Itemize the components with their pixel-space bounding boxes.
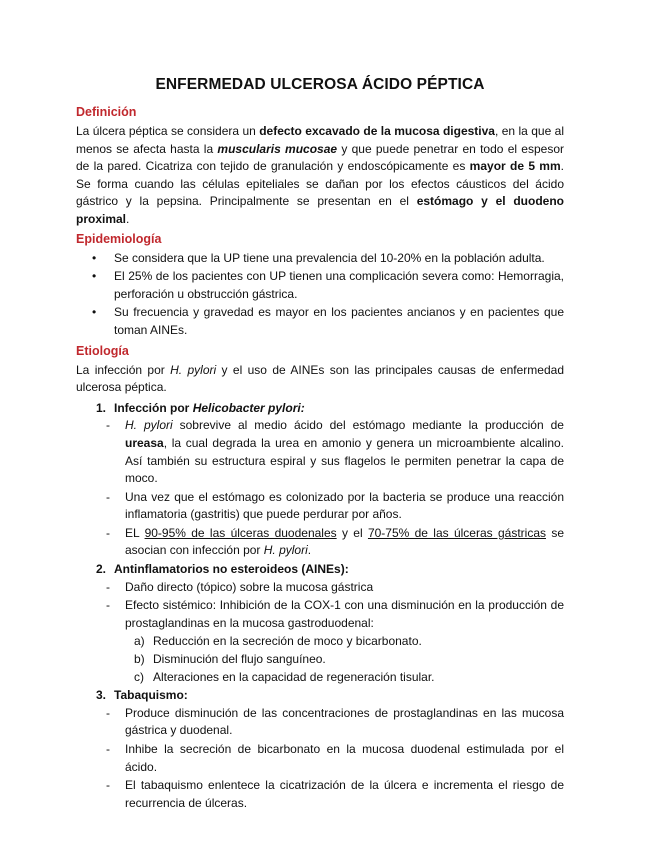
list-item: • El 25% de los pacientes con UP tienen una complicación severa como: Hemorragia, perforación u obstrucción gástrica. bbox=[76, 268, 564, 303]
list-item: - H. pylori sobrevive al medio ácido del estómago mediante la producción de ureasa, la cual degrada la urea en amonio y genera un microambiente alcalino. Así también su estructura espiral y sus flagelos le permiten penetrar la capa de moco. bbox=[76, 417, 564, 487]
section-heading-definicion: Definición bbox=[76, 105, 137, 119]
aines-list bbox=[76, 579, 564, 633]
sublist-item: c) Alteraciones en la capacidad de regeneración tisular. bbox=[134, 669, 435, 684]
list-item: - Daño directo (tópico) sobre la mucosa gástrica bbox=[76, 579, 564, 597]
list-item: - EL 90-95% de las úlceras duodenales y el 70-75% de las úlceras gástricas se asocian con infección por H. pylori. bbox=[76, 525, 564, 560]
sublist-item: b) Disminución del flujo sanguíneo. bbox=[134, 652, 326, 667]
etiologia-intro: La infección por H. pylori y el uso de AINEs son las principales causas de enfermedad ulcerosa péptica. bbox=[76, 362, 564, 395]
sublist-item: a) Reducción en la secreción de moco y bicarbonato. bbox=[134, 634, 422, 649]
aines-sublist bbox=[76, 633, 564, 686]
list-item: - Inhibe la secreción de bicarbonato en la mucosa duodenal estimulada por el ácido. bbox=[76, 741, 564, 776]
tabaquismo-list bbox=[76, 705, 564, 813]
list-item: - Efecto sistémico: Inhibición de la COX-1 con una disminución en la producción de prostaglandinas en la mucosa gastroduodenal: bbox=[76, 597, 564, 632]
hpylori-list bbox=[76, 417, 564, 560]
hpylori-heading: 1. Infección por Helicobacter pylori: bbox=[96, 400, 305, 415]
aines-heading: 2. Antinflamatorios no esteroideos (AINEs): bbox=[96, 562, 349, 577]
list-item: - Produce disminución de las concentraciones de prostaglandinas en las mucosa gástrica y duodenal. bbox=[76, 705, 564, 740]
definicion-paragraph: La úlcera péptica se considera un defecto excavado de la mucosa digestiva, en la que al menos se afecta hasta la muscularis mucosae y que puede penetrar en todo el espesor de la pared. Cicatriza con tejido de granulación y endoscópicamente es mayor de 5 mm. Se forma cuando las células epiteliales se dañan por los efectos cáusticos del ácido gástrico y la pepsina. Principalmente se presentan en el estómago y el duodeno proximal. bbox=[76, 124, 565, 226]
document-page bbox=[76, 76, 564, 813]
epidemiologia-list bbox=[76, 250, 564, 340]
section-heading-etiologia: Etiología bbox=[76, 343, 129, 358]
list-item: - Una vez que el estómago es colonizado por la bacteria se produce una reacción inflamatoria (gastritis) que puede perdurar por años. bbox=[76, 489, 564, 524]
page-title: ENFERMEDAD ULCEROSA ÁCIDO PÉPTICA bbox=[155, 76, 485, 93]
tabaquismo-heading: 3. Tabaquismo: bbox=[96, 688, 188, 703]
list-item: • Su frecuencia y gravedad es mayor en los pacientes ancianos y en pacientes que toman AINEs. bbox=[76, 304, 564, 339]
list-item: • Se considera que la UP tiene una prevalencia del 10-20% en la población adulta. bbox=[76, 250, 564, 268]
section-heading-epidemiologia: Epidemiología bbox=[76, 231, 162, 246]
list-item: - El tabaquismo enlentece la cicatrización de la úlcera e incrementa el riesgo de recurrencia de úlceras. bbox=[76, 777, 564, 812]
